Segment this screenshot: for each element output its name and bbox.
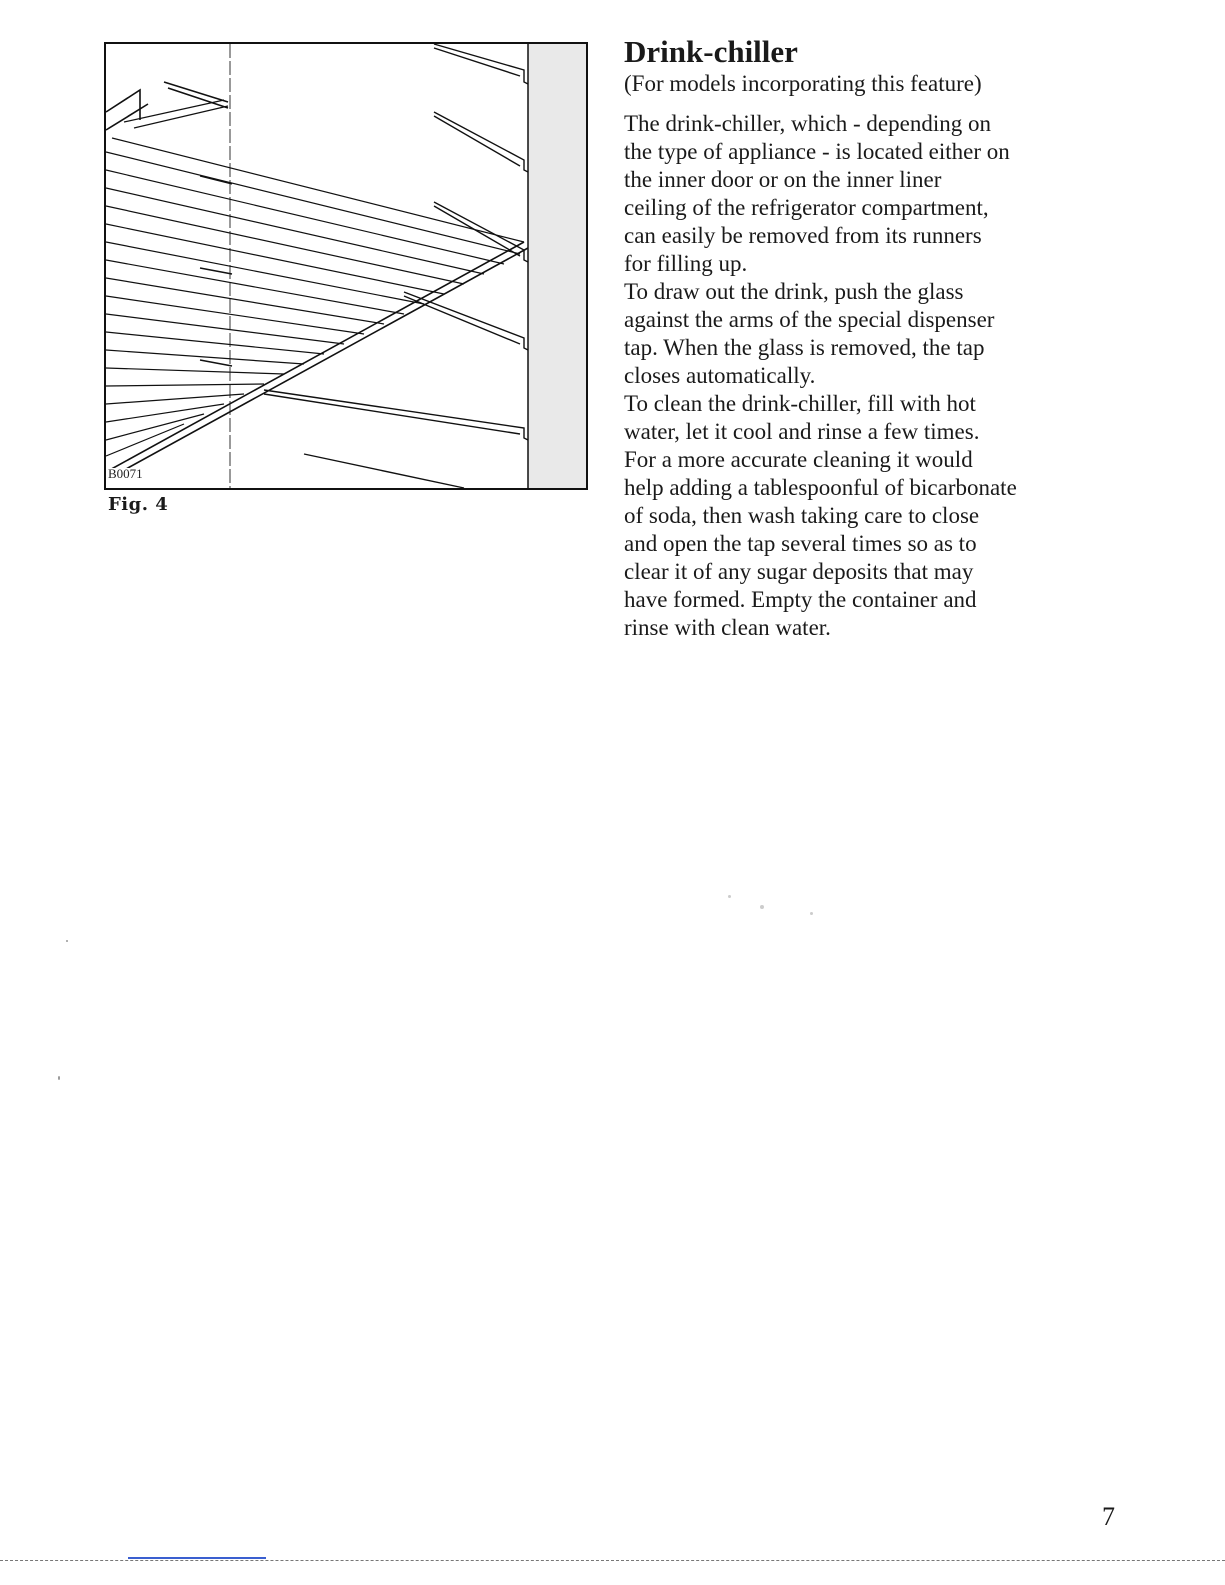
bottom-rule (0, 1560, 1225, 1561)
article-title: Drink-chiller (624, 34, 798, 69)
body-line: rinse with clean water. (624, 615, 831, 640)
figure-caption: Fig. 4 (108, 494, 169, 515)
body-line: To draw out the drink, push the glass (624, 279, 964, 304)
scan-speck (810, 912, 813, 915)
body-line: The drink-chiller, which - depending on (624, 111, 991, 136)
body-line: of soda, then wash taking care to close (624, 503, 980, 528)
scan-speck (728, 895, 731, 898)
body-line: the inner door or on the inner liner (624, 167, 942, 192)
body-line: water, let it cool and rinse a few times. (624, 419, 980, 444)
article-subtitle: (For models incorporating this feature) (624, 71, 982, 96)
body-line: clear it of any sugar deposits that may (624, 559, 974, 584)
body-line: for filling up. (624, 251, 748, 276)
body-line: closes automatically. (624, 363, 816, 388)
scan-speck (760, 905, 764, 909)
scan-speck (58, 1076, 60, 1080)
body-line: To clean the drink-chiller, fill with hot (624, 391, 976, 416)
refrigerator-shelf-figure (104, 42, 588, 490)
article-body (624, 110, 1124, 642)
bottom-link-rule (128, 1557, 266, 1559)
body-line: tap. When the glass is removed, the tap (624, 335, 985, 360)
body-line: the type of appliance - is located either on (624, 139, 1010, 164)
refrigerator-shelf-illustration (104, 42, 588, 490)
body-line: help adding a tablespoonful of bicarbonate (624, 475, 1017, 500)
body-line: For a more accurate cleaning it would (624, 447, 973, 472)
figure-code: B0071 (108, 466, 143, 481)
body-line: against the arms of the special dispenser (624, 307, 995, 332)
page-number: 7 (1102, 1502, 1115, 1531)
body-line: ceiling of the refrigerator compartment, (624, 195, 989, 220)
body-line: can easily be removed from its runners (624, 223, 982, 248)
body-line: and open the tap several times so as to (624, 531, 977, 556)
scan-speck (66, 940, 68, 942)
article (624, 34, 1124, 642)
body-line: have formed. Empty the container and (624, 587, 977, 612)
